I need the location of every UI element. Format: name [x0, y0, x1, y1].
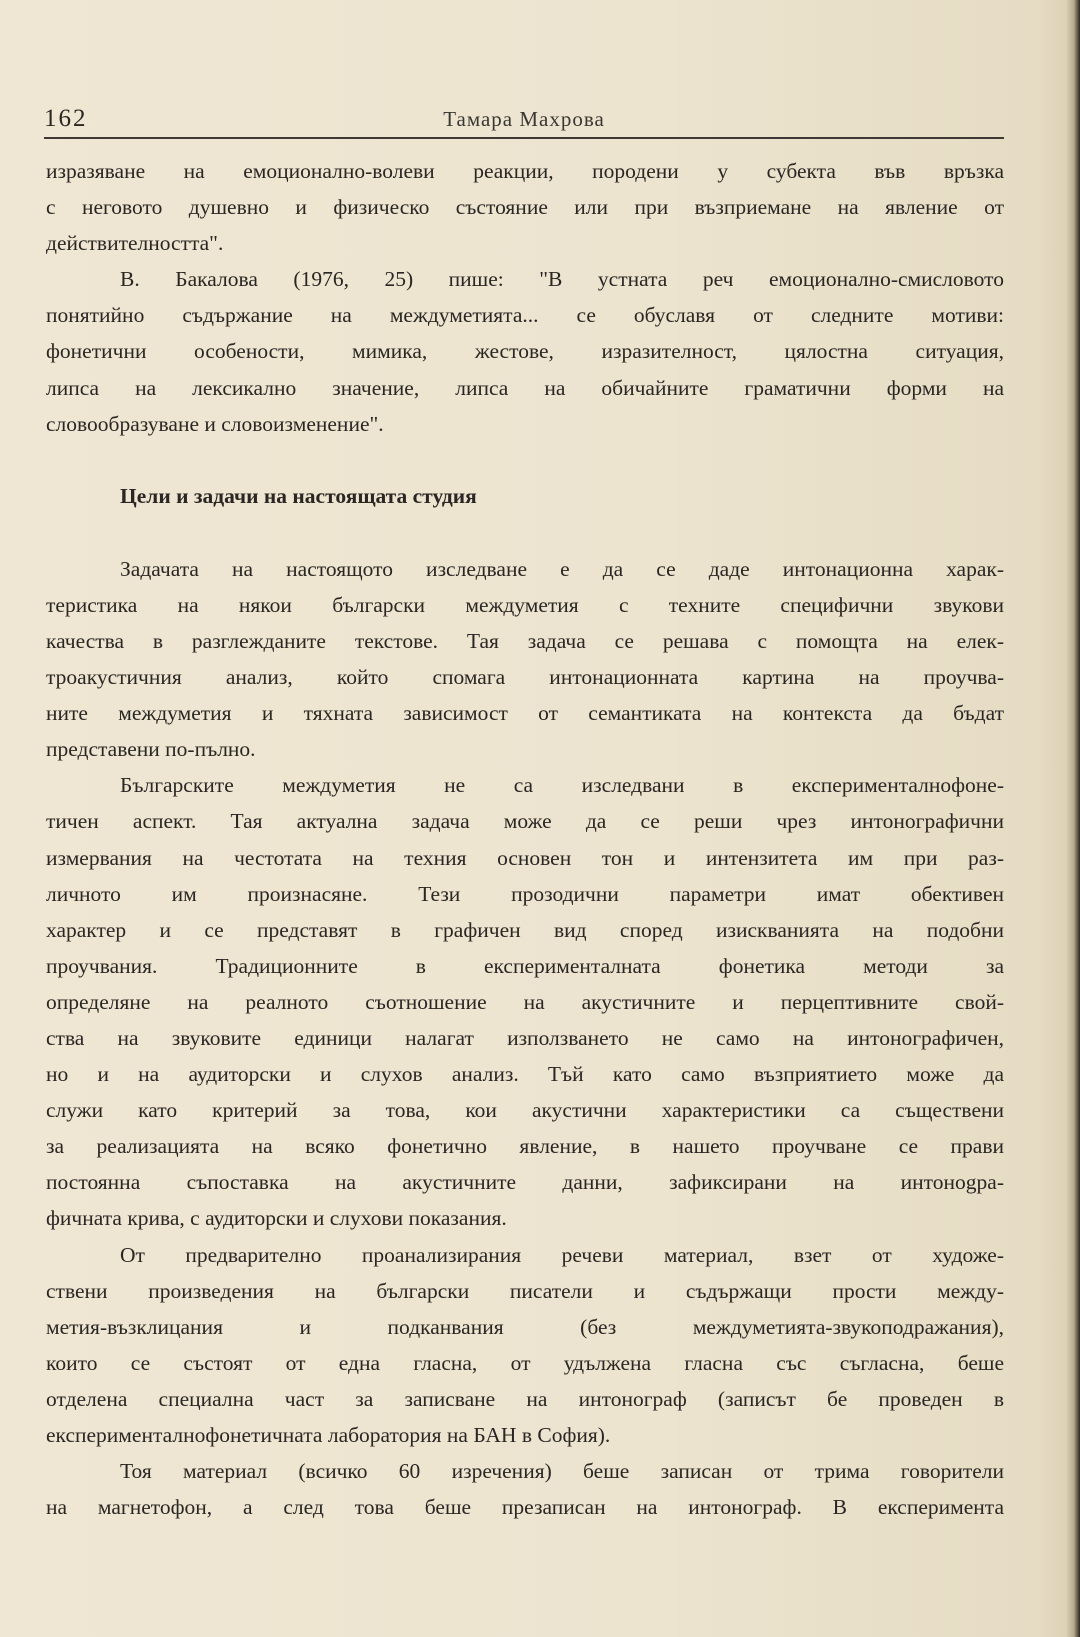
text-line: на магнетофон, а след това беше презаписан на интонограф. В експеримента: [46, 1495, 1004, 1520]
text-line: качества в разглежданите текстове. Тая задача се решава с помощта на елек-: [46, 628, 1004, 653]
text-line: теристика на някои български междуметия с техните специфични звукови: [46, 592, 1004, 617]
text-line: действителността".: [46, 231, 224, 256]
text-line: с неговото душевно и физическо състояние или при възприемане на явление от: [46, 195, 1004, 220]
text-line: тичен аспект. Тая актуална задача може да се реши чрез интонографични: [46, 809, 1004, 834]
running-head: Тамара Махрова: [443, 107, 605, 131]
page-header: [44, 104, 1004, 134]
section-heading: Цели и задачи на настоящата студия: [120, 483, 477, 508]
text-line: характер и се представят в графичен вид според изискванията на подобни: [46, 917, 1004, 942]
text-line: постоянна съпоставка на акустичните данни, зафиксирани на интонogра-: [46, 1170, 1004, 1195]
text-line: за реализацията на всяко фонетично явление, в нашето проучване се прави: [46, 1134, 1004, 1159]
text-line: ните междуметия и тяхната зависимост от семантиката на контекста да бъдат: [46, 701, 1004, 726]
page-number: 162: [44, 105, 88, 132]
text-line: ства на звуковите единици налагат използването не само на интонографичен,: [46, 1025, 1004, 1050]
text-line: От предварително проанализирания речеви материал, взет от художе-: [120, 1242, 1004, 1267]
text-line: фонетични особености, мимика, жестове, изразителност, цялостна ситуация,: [46, 339, 1004, 364]
text-line: Тоя материал (всичко 60 изречения) беше записан от трима говорители: [120, 1459, 1004, 1484]
text-line: фичната крива, с аудиторски и слухови показания.: [46, 1206, 507, 1231]
text-line: измервания на честотата на техния основен тон и интензитета им при раз-: [46, 845, 1004, 870]
text-line: определяне на реалното съотношение на акустичните и перцептивните свой-: [46, 989, 1004, 1014]
text-line: отделена специална част за записване на интонограф (записът бе проведен в: [46, 1386, 1004, 1411]
text-line: служи като критерий за това, кои акустични характеристики са съществени: [46, 1098, 1004, 1123]
text-line: липса на лексикално значение, липса на обичайните граматични форми на: [46, 375, 1004, 400]
body-text: [46, 153, 1004, 1525]
text-line: които се състоят от една гласна, от удължена гласна със съгласна, беше: [46, 1350, 1004, 1375]
text-line: експерименталнофонетичната лаборатория на БАН в София).: [46, 1423, 611, 1447]
text-line: троакустичния анализ, който спомага интонационната картина на проучва-: [46, 665, 1004, 690]
text-line: но и на аудиторски и слухов анализ. Тъй като само възприятието може да: [46, 1062, 1004, 1087]
text-line: изразяване на емоционално-волеви реакции, породени у субекта във връзка: [46, 159, 1004, 183]
text-line: В. Бакалова (1976, 25) пише: "В устната реч емоционално-смисловото: [120, 267, 1004, 292]
text-line: представени по-пълно.: [46, 737, 256, 762]
text-line: понятийно съдържание на междуметията... се обуславя от следните мотиви:: [46, 303, 1004, 328]
text-line: проучвания. Традиционните в експерименталната фонетика методи за: [46, 953, 1004, 978]
text-line: словообразуване и словоизменение".: [46, 411, 384, 436]
text-line: Българските междуметия не са изследвани в експерименталнофоне-: [120, 773, 1004, 798]
text-line: личното им произнасяне. Тези прозодични параметри имат обективен: [46, 881, 1004, 906]
text-line: ствени произведения на български писатели и съдържащи прости между-: [46, 1278, 1004, 1303]
text-line: метия-възклицания и подканвания (без междуметията-звукоподражания),: [46, 1314, 1004, 1339]
text-line: Задачата на настоящото изследване е да се даде интонационна харак-: [120, 556, 1004, 581]
header-rule: [44, 137, 1004, 139]
page-edge-shadow: [1066, 0, 1080, 1637]
